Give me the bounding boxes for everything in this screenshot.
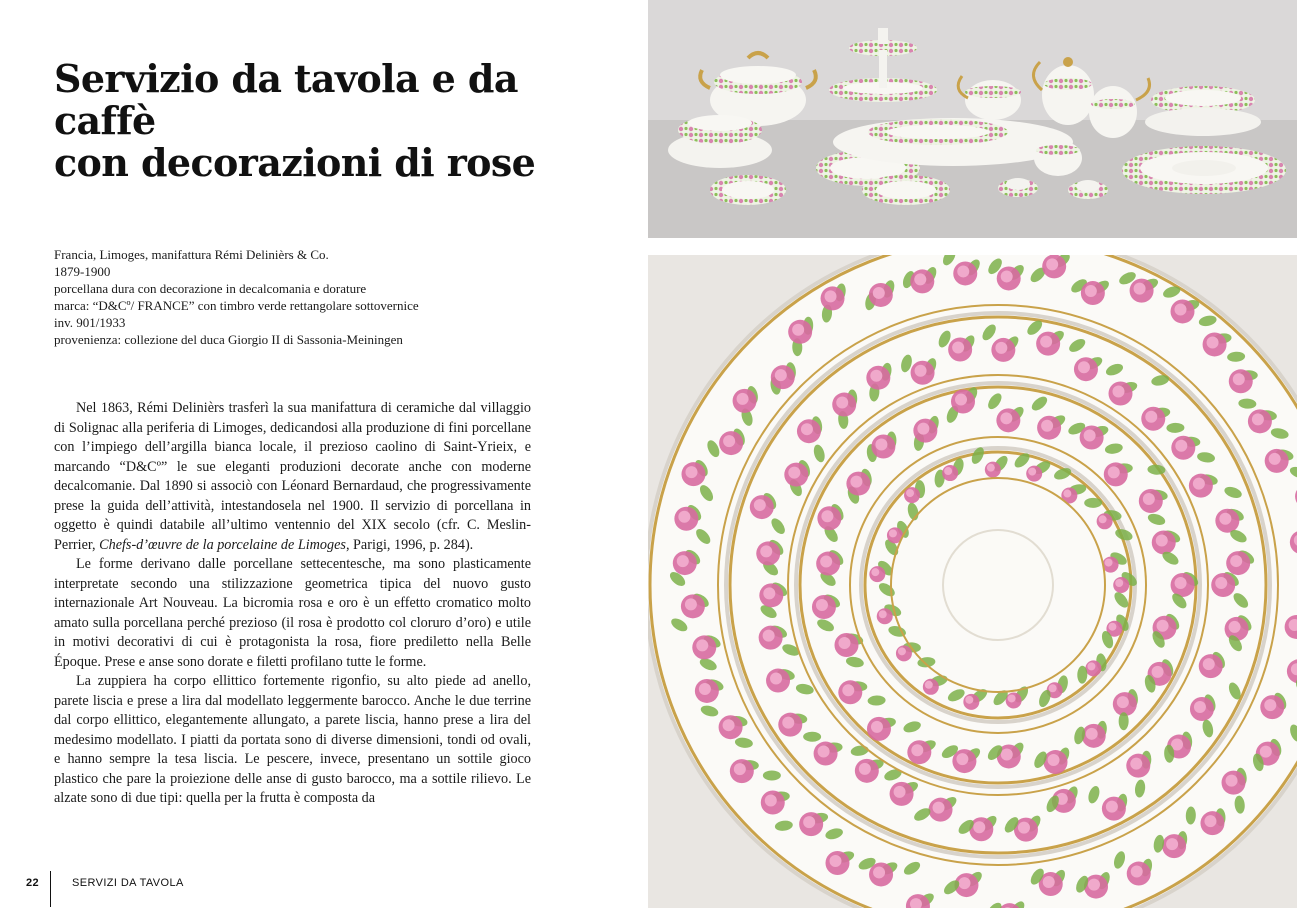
meta-provenance: provenienza: collezione del duca Giorgio II di Sassonia-Meiningen [54,332,403,347]
meta-origin: Francia, Limoges, manifattura Rémi Delinièrs & Co. [54,247,329,262]
book-title: Chefs-d’œuvre de la porcelaine de Limoges [99,536,346,553]
photo-rose-plates [648,255,1297,908]
table-service-illustration [648,0,1297,238]
paragraph-1-text: Nel 1863, Rémi Delinièrs trasferì la sua manifattura di ceramiche dal villaggio di Solignac alla periferia di Limoges, dedicandosi alla produzione di fini porcellane con l’impiego dell’argilla bianca locale, il prezioso caolino di Saint-Yrieix, e marcando “D&Cº” le sue eleganti produzioni decorate anche con moderne decalcomanie. Dal 1890 si associò con Léonard Bernardaud, che progressivamente prese la guida dell’attività, intestandosela nel 1900. Il servizio di porcellana in oggetto è quindi databile all’ultimo ventennio del XIX secolo (cfr. C. Meslin-Perrier, [54,400,531,553]
article-body [54,399,531,809]
photo-table-service [648,0,1297,238]
paragraph-2: Le forme derivano dalle porcellane settecentesche, ma sono plasticamente interpretate secondo una stilizzazione geometrica tipica del nuovo gusto internazionale Art Nouveau. La bicromia rosa e oro è un effetto cromatico molto amato sulla porcellana perché prezioso (il rosa è prodotto col cloruro d’oro) e utile in motivi decorativi di cui è protagonista la rosa, fiore prediletto nella Belle Époque. Prese e anse sono dorate e filetti profilano tutte le forme. [54,556,531,670]
catalogue-entry [54,246,614,348]
title-line-2: con decorazioni di rose [54,140,536,185]
title-line-1: Servizio da tavola e da caffè [54,56,518,143]
paragraph-1 [54,399,531,555]
page-number: 22 [26,877,40,889]
page-title [54,58,614,184]
paragraph-3: La zuppiera ha corpo ellittico fortemente rigonfio, su alto piede ad anello, parete liscia e prese a lira dal modellato leggermente barocco. Anche le due terrine dal corpo ellittico, elegantemente allungato, a parete liscia, hanno prese a lira del medesimo modellato. I piatti da portata sono di diverse dimensioni, tondi od ovali, e hanno sempre la tesa liscia. Le pescere, invece, presentano un sottile gioco plastico che pare la proiezione delle anse di gusto barocco, ma a sottile rilievo. Le alzate sono di due tipi: quella per la frutta è composta da [54,673,531,806]
footer-divider [50,871,51,907]
section-name: SERVIZI DA TAVOLA [72,877,184,889]
meta-date: 1879-1900 [54,264,111,279]
meta-material: porcellana dura con decorazione in decalcomania e dorature [54,281,367,296]
stacked-plates-illustration [648,255,1297,908]
paragraph-1-citation: , Parigi, 1996, p. 284). [345,536,474,553]
meta-inventory: inv. 901/1933 [54,315,126,330]
meta-mark: marca: “D&Cº/ FRANCE” con timbro verde rettangolare sottovernice [54,298,419,313]
